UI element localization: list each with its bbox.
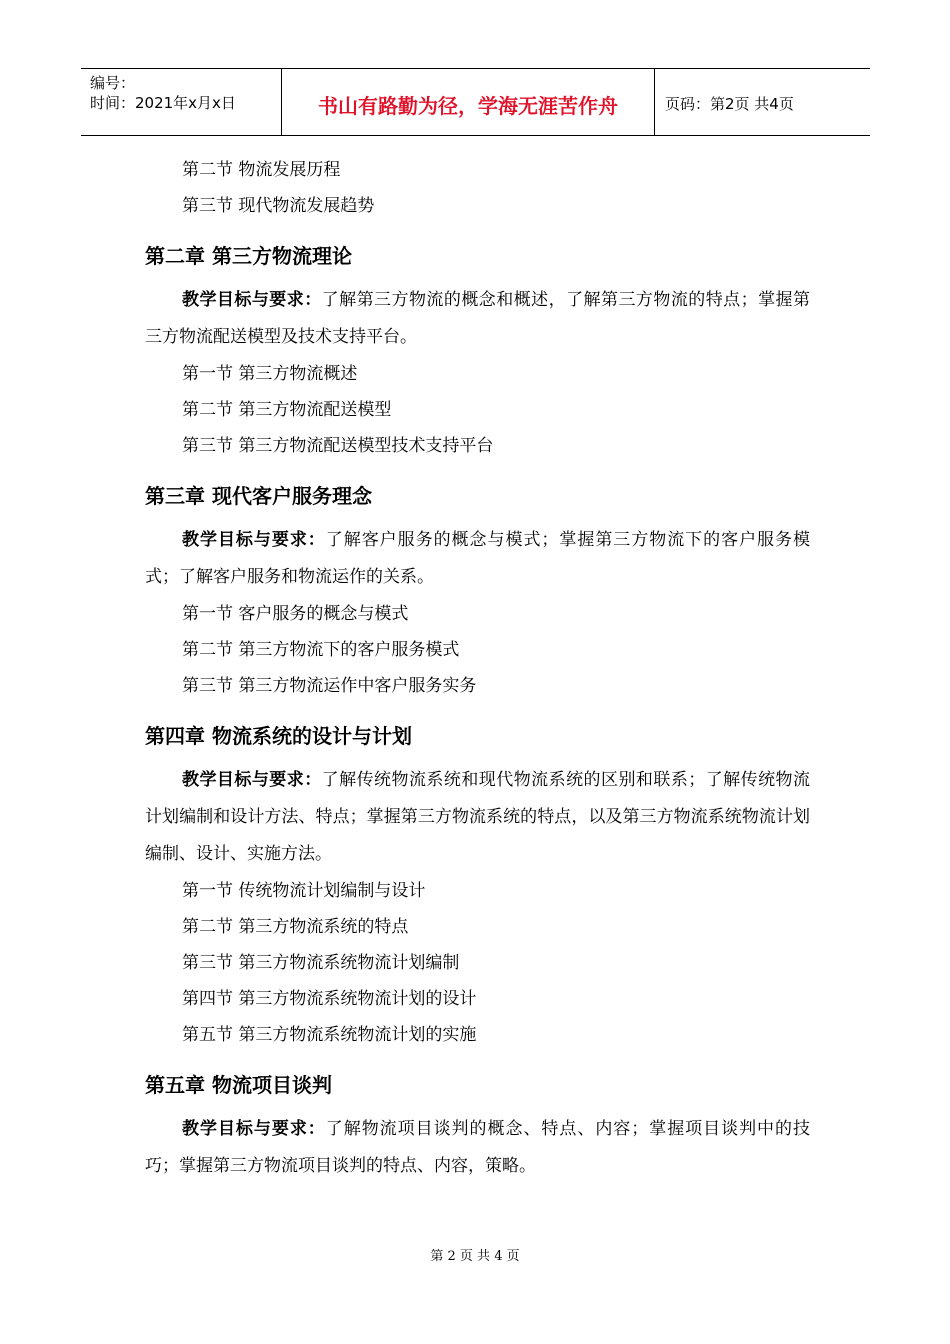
section-line: 第二节 物流发展历程 xyxy=(182,160,341,180)
goal-label: 教学目标与要求： xyxy=(182,1119,326,1139)
chapter-3 xyxy=(145,474,810,704)
chapter-title: 第四章 物流系统的设计与计划 xyxy=(145,724,412,748)
goal-label: 教学目标与要求： xyxy=(182,770,322,790)
section-line: 第三节 第三方物流运作中客户服务实务 xyxy=(182,676,477,696)
section-line: 第一节 第三方物流概述 xyxy=(182,364,358,384)
chapter-goal xyxy=(145,282,810,356)
chapter-goal xyxy=(145,1111,810,1185)
chapter-goal xyxy=(145,762,810,873)
section-line: 第三节 第三方物流系统物流计划编制 xyxy=(182,953,460,973)
section-line: 第一节 传统物流计划编制与设计 xyxy=(182,881,426,901)
header-motto: 书山有路勤为径，学海无涯苦作舟 xyxy=(282,69,655,135)
chapter-5 xyxy=(145,1063,810,1185)
document-time: 时间：2021年x月x日 xyxy=(90,94,236,112)
goal-text: 了解物流项目谈判的概念、特点、内容；掌握项目谈判中的技巧；掌握第三方物流项目谈判的特点、内容，策略。 xyxy=(145,1119,810,1176)
document-body xyxy=(145,152,810,1185)
header-page-info: 页码：第2页 共4页 xyxy=(665,94,794,113)
chapter-title: 第五章 物流项目谈判 xyxy=(145,1073,332,1097)
document-number: 编号： xyxy=(90,74,136,92)
chapter-4 xyxy=(145,714,810,1053)
header-meta-cell xyxy=(81,69,282,135)
goal-label: 教学目标与要求： xyxy=(182,290,322,310)
goal-text: 了解客户服务的概念与模式；掌握第三方物流下的客户服务模式；了解客户服务和物流运作的关系。 xyxy=(145,530,810,587)
page-footer: 第 2 页 共 4 页 xyxy=(430,1249,520,1264)
page-header xyxy=(81,68,870,136)
section-line: 第三节 现代物流发展趋势 xyxy=(182,196,375,216)
chapter-title: 第三章 现代客户服务理念 xyxy=(145,484,372,508)
goal-text: 了解传统物流系统和现代物流系统的区别和联系；了解传统物流计划编制和设计方法、特点；掌握第三方物流系统的特点，以及第三方物流系统物流计划编制、设计、实施方法。 xyxy=(145,770,811,864)
section-line: 第二节 第三方物流下的客户服务模式 xyxy=(182,640,460,660)
chapter-title: 第二章 第三方物流理论 xyxy=(145,244,352,268)
chapter-2 xyxy=(145,234,810,464)
section-line: 第三节 第三方物流配送模型技术支持平台 xyxy=(182,436,494,456)
section-line: 第四节 第三方物流系统物流计划的设计 xyxy=(182,989,477,1009)
section-line: 第五节 第三方物流系统物流计划的实施 xyxy=(182,1025,477,1045)
goal-text: 了解第三方物流的概念和概述，了解第三方物流的特点；掌握第三方物流配送模型及技术支持平台。 xyxy=(145,290,811,347)
section-line: 第二节 第三方物流系统的特点 xyxy=(182,917,409,937)
section-line: 第二节 第三方物流配送模型 xyxy=(182,400,392,420)
chapter-goal xyxy=(145,522,810,596)
section-line: 第一节 客户服务的概念与模式 xyxy=(182,604,409,624)
goal-label: 教学目标与要求： xyxy=(182,530,326,550)
